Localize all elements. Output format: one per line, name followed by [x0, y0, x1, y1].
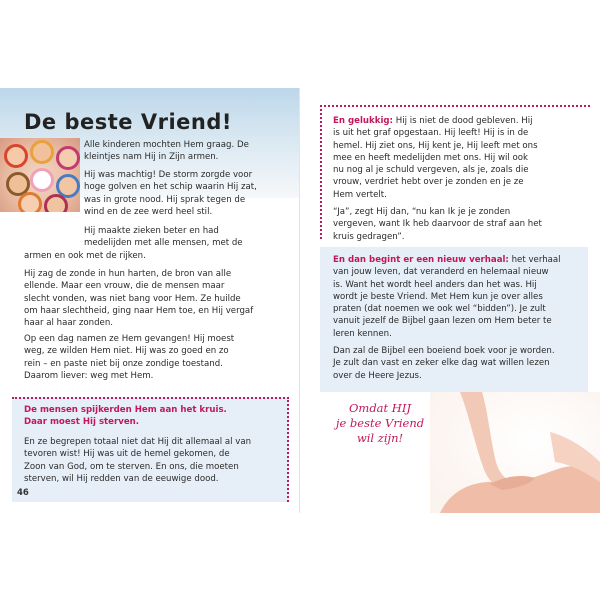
child-face [4, 144, 28, 168]
cross-box-heading: De mensen spijkerden Hem aan het kruis. Daar moest Hij sterven. [24, 405, 227, 428]
risen-box-quote: “Ja”, zegt Hij dan, “nu kan Ik je je zonden vergeven, want Ik heb daarvoor de straf aan het kruis gedragen”. [333, 207, 542, 242]
paragraph-sin: Hij zag de zonde in hun harten, de bron van alle ellende. Maar een vrouw, die de mensen maar slecht vonden, was niet bang voor Hem. Ze huilde om haar slechtheid, ging naar Hem toe, en Hij vergaf haar al haar zonden. [24, 269, 254, 329]
paragraph-children: Alle kinderen mochten Hem graag. De kleintjes nam Hij in Zijn armen. [84, 140, 249, 163]
child-face [44, 194, 68, 212]
page-gutter [299, 88, 300, 513]
page-number: 46 [17, 488, 29, 498]
new-story-text: En dan begint er een nieuw verhaal: het verhaal van jouw leven, dat veranderd en helemaal nieuw is. Want het wordt heel anders dan het was. Hij wordt je beste Vriend. Met Hem kun je over alles praten (dat noemen we ook wel “bidden”). Je zult vanuit jezelf de Bijbel gaan lezen om Hem beter te leren kennen. [333, 255, 561, 339]
paragraph-healing: Hij maakte zieken beter en had medelijden met alle mensen, met de [84, 226, 243, 249]
paragraph-healing-tail: armen en ook met de rijken. [24, 251, 146, 261]
child-face [30, 168, 54, 192]
paragraph-captured: Op een dag namen ze Hem gevangen! Hij moest weg, ze wilden Hem niet. Hij was zo goed en zo rein – en paste niet bij onze zondige toestand. Daarom liever: weg met Hem. [24, 334, 235, 381]
child-face [56, 146, 80, 170]
page-title: De beste Vriend! [24, 110, 232, 134]
closing-caption: Omdat HIJ je beste Vriend wil zijn! [335, 401, 425, 445]
cross-box-text: En ze begrepen totaal niet dat Hij dit allemaal al van tevoren wist! Hij was uit de hemel gekomen, de Zoon van God, om te sterven. En ons, die moeten sterven, wil Hij redden van de eeuwige dood. [24, 437, 252, 484]
risen-box-text: En gelukkig: Hij is niet de dood gebleven. Hij is uit het graf opgestaan. Hij leeft! Hij is in de hemel. Hij ziet ons, Hij kent je, Hij leeft met ons mee en heeft medelijden met ons. Hij wil ook nu nog al je schuld vergeven, als je, zoals die vrouw, verdriet hebt over je zonden en je ze Hem vertelt. [333, 116, 538, 200]
bible-paragraph: Dan zal de Bijbel een boeiend boek voor je worden. Je zult dan vast en zeker elke dag wat willen lezen over de Heere Jezus. [333, 346, 555, 381]
risen-box-lead: En gelukkig: [333, 116, 393, 126]
child-face [30, 140, 54, 164]
children-circle-photo [0, 138, 80, 212]
hands-photo [430, 392, 600, 513]
paragraph-storm: Hij was machtig! De storm zorgde voor hoge golven en het schip waarin Hij zat, was in grote nood. Hij sprak tegen de wind en de zee werd heel stil. [84, 170, 257, 217]
new-story-lead: En dan begint er een nieuw verhaal: [333, 255, 509, 265]
child-face [18, 192, 42, 212]
